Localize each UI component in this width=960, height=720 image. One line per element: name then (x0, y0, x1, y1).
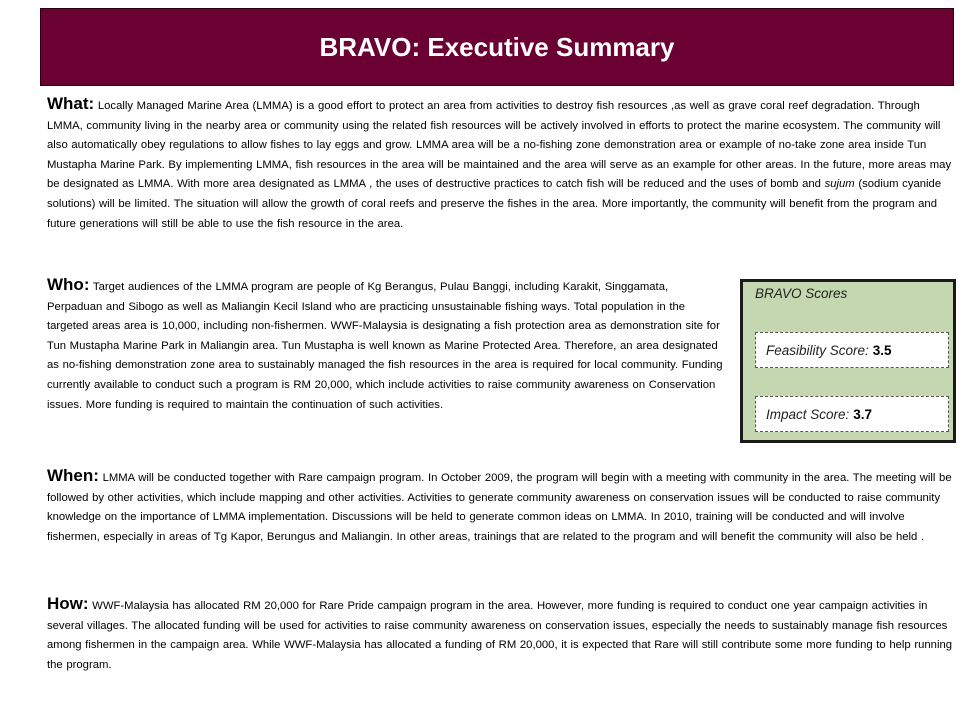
scores-title: BRAVO Scores (755, 286, 848, 301)
feasibility-score-value: 3.5 (872, 342, 892, 358)
when-heading: When: (47, 466, 99, 485)
feasibility-score-card (755, 332, 949, 368)
page-title: BRAVO: Executive Summary (319, 31, 675, 62)
when-section (47, 466, 953, 547)
who-heading: Who: (47, 275, 90, 294)
when-text: LMMA will be conducted together with Rare campaign program. In October 2009, the program will begin with a meeting with community in the area. The meeting will be followed by other activities, which include mapping and other activities. Activities to generate community awareness on conservation issues will be conducted to raise community knowledge on the importance of LMMA implementation. Discussions will be held to generate common ideas on LMMA. In 2010, training will be conducted and will involve fishermen, especially in areas of Tg Kapor, Berungus and Maliangin. In other areas, trainings that are related to the program and will benefit the community will also be held . (47, 472, 952, 543)
what-section (47, 94, 953, 234)
what-text-part1: Locally Managed Marine Area (LMMA) is a good effort to protect an area from activities to destroy fish resources ,as well as grave coral reef degradation. Through LMMA, community living in the nearby area or community using the related fish resources will be actively involved in efforts to protect the marine ecosystem. The community will also automatically obey regulations to allow fishes to lay eggs and grow. LMMA area will be a no-fishing zone demonstration area or example of no-take zone area inside Tun Mustapha Marine Park. By implementing LMMA, fish resources in the area will be maintained and the area will serve as an example for other areas. In the future, more areas may be designated as LMMA. With more area designated as LMMA , the uses of destructive practices to catch fish will be reduced and the uses of bomb and (47, 100, 952, 191)
who-text: Target audiences of the LMMA program are people of Kg Berangus, Pulau Banggi, including Karakit, Singgamata, Perpaduan and Sibogo as well as Maliangin Kecil Island who are practicing unsustainable fishing ways. Total population in the targeted areas area is 10,000, including non-fishermen. WWF-Malaysia is designating a fish protection area as demonstration site for Tun Mustapha Marine Park in Maliangin area. Tun Mustapha is well known as Marine Protected Area. Therefore, an area designated as no-fishing demonstration zone area to sustainably managed the fish resources in the area is required for local community. Funding currently available to conduct such a program is RM 20,000, which include activities to raise community awareness on Conservation issues. More funding is required to maintain the continuation of such activities. (47, 281, 723, 411)
how-section (47, 594, 953, 675)
how-text: WWF-Malaysia has allocated RM 20,000 for Rare Pride campaign program in the area. However, more funding is required to conduct one year campaign activities in several villages. The allocated funding will be used for activities to raise community awareness on conservation issues, especially the needs to sustainably manage fish resources among fishermen in the campaign area. While WWF-Malaysia has allocated a funding of RM 20,000, it is expected that Rare will still contribute some more funding to help running the program. (47, 600, 953, 671)
what-text-italic-term: sujum (824, 178, 855, 191)
what-heading: What: (47, 94, 95, 113)
impact-score-card (755, 396, 949, 432)
impact-score-value: 3.7 (853, 406, 873, 422)
bravo-scores-panel (740, 279, 956, 443)
feasibility-score-label: Feasibility Score: (766, 342, 869, 358)
title-banner (40, 8, 954, 86)
impact-score-label: Impact Score: (766, 406, 850, 422)
how-heading: How: (47, 594, 89, 613)
what-text-part2: (sodium cyanide solutions) will be limited. The situation will allow the growth of coral reefs and preserve the fishes in the area. More importantly, the community will benefit from the program and future generations will still be able to use the fish resource in the area. (47, 178, 942, 230)
who-section (47, 275, 725, 415)
